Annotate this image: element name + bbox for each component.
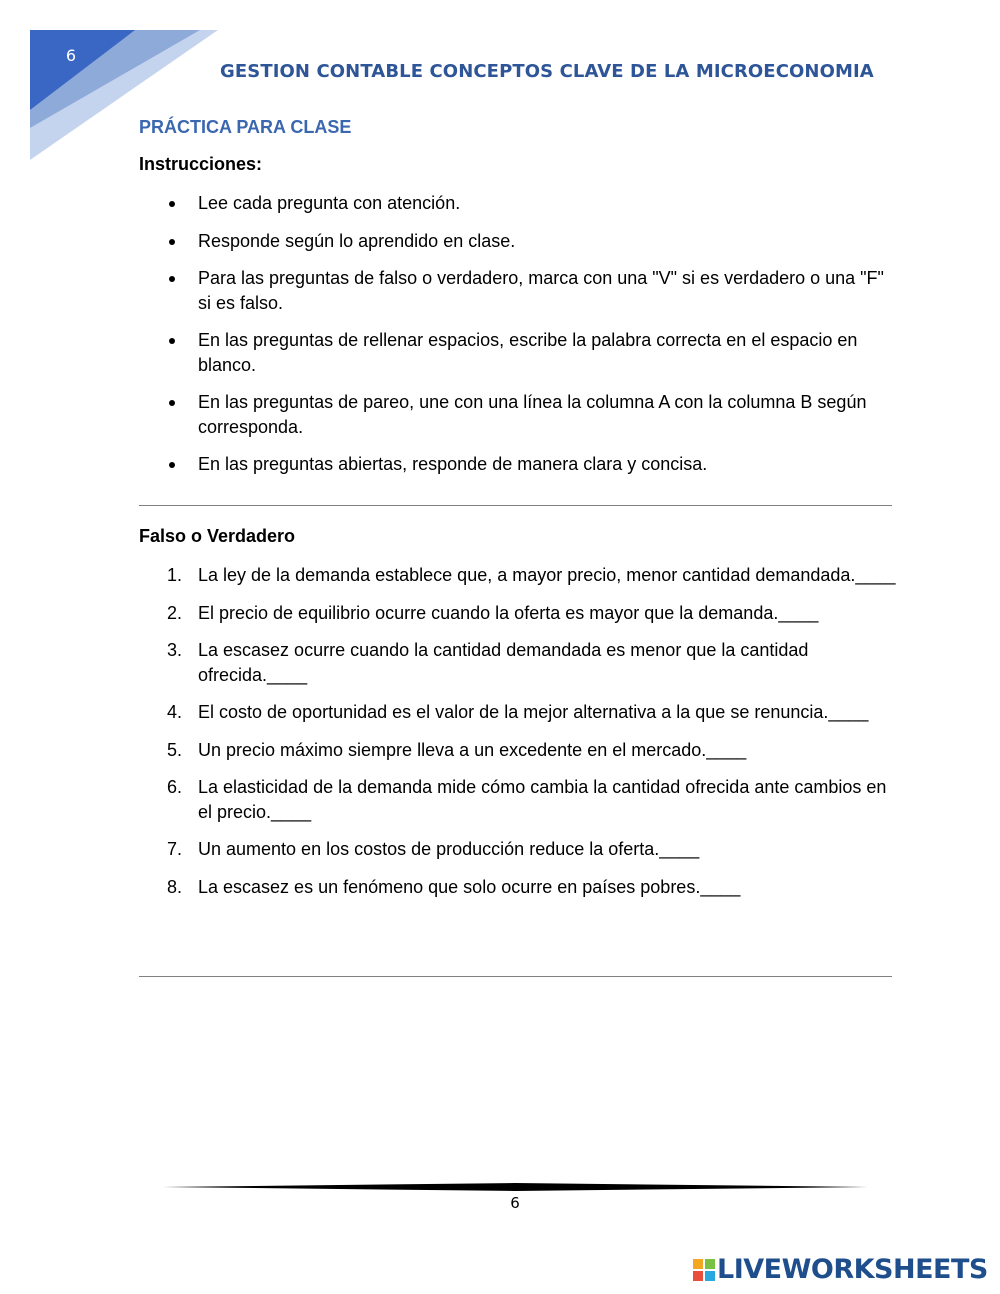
question-text: Un precio máximo siempre lleva a un excedente en el mercado.____ [198, 739, 747, 760]
bullet-icon [169, 462, 175, 468]
list-item: En las preguntas de pareo, une con una línea la columna A con la columna B según corresponda. [139, 390, 899, 439]
bullet-icon [169, 239, 175, 245]
question-number: 2. [167, 602, 183, 623]
bullet-icon [169, 276, 175, 282]
question-item[interactable] [139, 638, 899, 687]
practice-heading: PRÁCTICA PARA CLASE [139, 117, 352, 137]
question-number: 6. [167, 777, 183, 797]
bullet-icon [169, 338, 175, 344]
question-item[interactable] [139, 775, 899, 824]
question-number: 8. [167, 876, 183, 897]
bullet-icon [169, 201, 175, 207]
footer-page-number: 6 [510, 1194, 520, 1212]
question-item[interactable] [139, 700, 899, 725]
header-page-number: 6 [65, 46, 77, 65]
question-text: La escasez es un fenómeno que solo ocurre en países pobres.____ [198, 876, 741, 897]
question-text: La elasticidad de la demanda mide cómo cambia la cantidad ofrecida ante cambios en el precio.____ [198, 777, 887, 822]
list-item: En las preguntas de rellenar espacios, escribe la palabra correcta en el espacio en blanco. [139, 328, 899, 377]
instructions-list [139, 191, 899, 490]
liveworksheets-logo-icon [693, 1259, 715, 1281]
document-title: GESTION CONTABLE CONCEPTOS CLAVE DE LA MICROECONOMIA [220, 61, 874, 82]
instructions-label: Instrucciones: [139, 154, 263, 174]
footer-divider [163, 1180, 868, 1194]
question-item[interactable] [139, 875, 899, 900]
question-number: 5. [167, 739, 183, 760]
bullet-icon [169, 400, 175, 406]
question-number: 1. [167, 565, 183, 585]
question-item[interactable] [139, 837, 899, 862]
liveworksheets-brand [693, 1254, 988, 1285]
question-text: El precio de equilibrio ocurre cuando la oferta es mayor que la demanda.____ [198, 602, 819, 623]
list-item: Responde según lo aprendido en clase. [139, 229, 899, 254]
question-item[interactable] [139, 601, 899, 626]
question-text: El costo de oportunidad es el valor de la mejor alternativa a la que se renuncia.____ [198, 702, 869, 722]
question-number: 4. [167, 702, 183, 722]
section-divider [139, 976, 892, 977]
question-text: La escasez ocurre cuando la cantidad demandada es menor que la cantidad ofrecida.____ [198, 640, 809, 685]
question-item[interactable] [139, 563, 899, 588]
list-item: En las preguntas abiertas, responde de manera clara y concisa. [139, 452, 899, 477]
question-text: La ley de la demanda establece que, a mayor precio, menor cantidad demandada.____ [198, 565, 896, 585]
true-false-label: Falso o Verdadero [139, 526, 296, 546]
list-item: Lee cada pregunta con atención. [139, 191, 899, 216]
question-number: 7. [167, 839, 183, 859]
true-false-questions [139, 563, 899, 912]
list-item: Para las preguntas de falso o verdadero, marca con una "V" si es verdadero o una "F" si es falso. [139, 266, 899, 315]
question-item[interactable] [139, 738, 899, 763]
brand-name: LIVEWORKSHEETS [717, 1254, 988, 1285]
corner-decoration [0, 0, 230, 170]
question-number: 3. [167, 640, 183, 660]
section-divider [139, 505, 892, 506]
question-text: Un aumento en los costos de producción reduce la oferta.____ [198, 839, 700, 859]
